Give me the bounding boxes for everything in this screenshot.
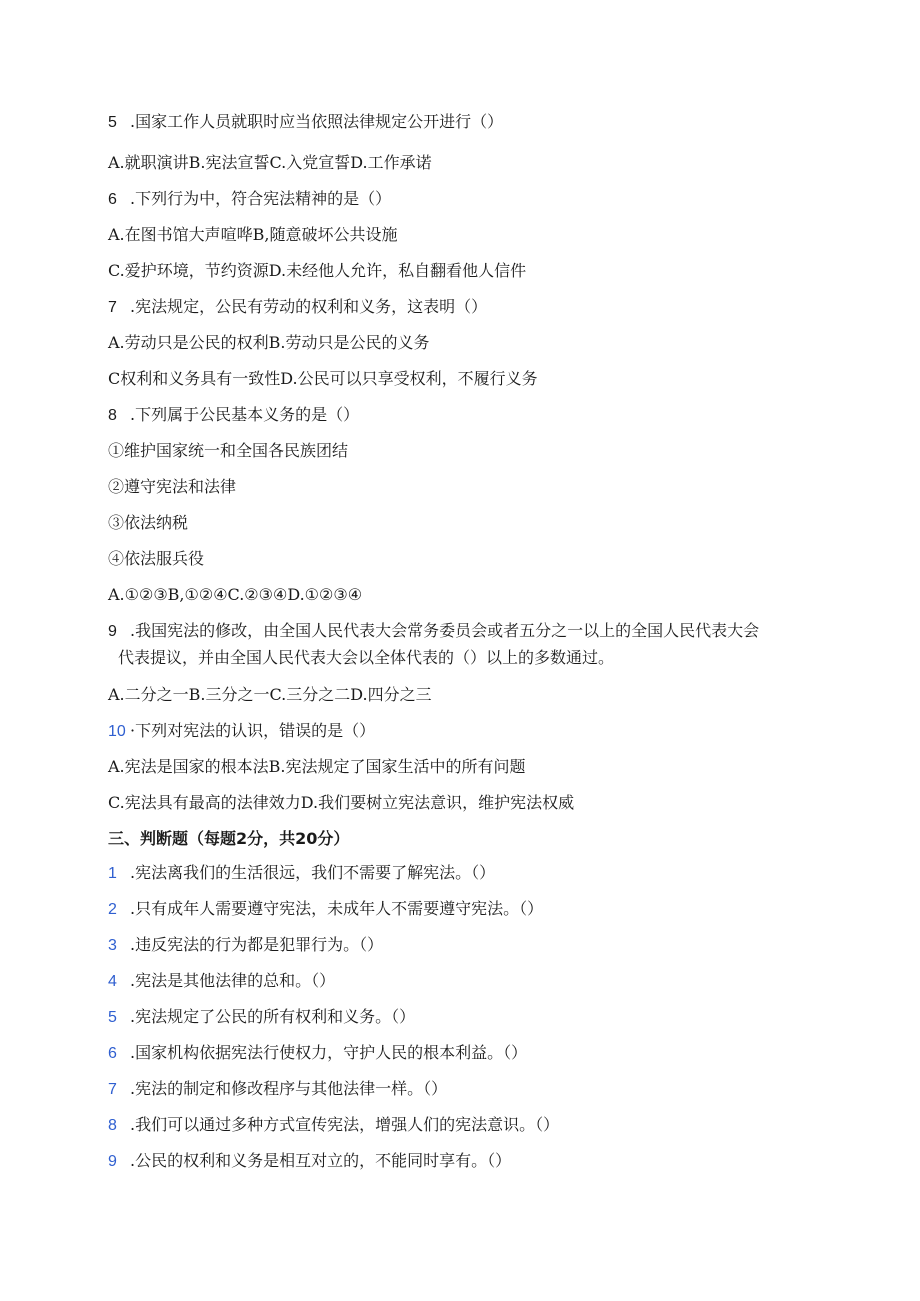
line-text: A.二分之一B.三分之一C.三分之二D.四分之三: [108, 685, 432, 704]
line-text: .宪法的制定和修改程序与其他法律一样。（）: [130, 1079, 448, 1098]
line-text: A.①②③B,①②④C.②③④D.①②③④: [108, 585, 363, 604]
line-text: ④依法服兵役: [108, 549, 205, 568]
question-number: 7: [108, 299, 117, 316]
line-text: .违反宪法的行为都是犯罪行为。（）: [130, 935, 384, 954]
line-text: .宪法规定，公民有劳动的权利和义务，这表明（）: [130, 297, 488, 316]
line-text: .我国宪法的修改，由全国人民代表大会常务委员会或者五分之一以上的全国人民代表大会: [130, 621, 760, 640]
text-line: [108, 224, 820, 246]
line-text: C权利和义务具有一致性D.公民可以只享受权利，不履行义务: [108, 369, 538, 388]
question-number: 4: [108, 973, 117, 990]
question-number: 1: [108, 865, 117, 882]
text-line: [108, 792, 820, 814]
question-number: 8: [108, 1117, 117, 1134]
line-text: .宪法规定了公民的所有权利和义务。（）: [130, 1007, 416, 1026]
text-line: [108, 440, 820, 462]
line-text: .宪法离我们的生活很远，我们不需要了解宪法。（）: [130, 863, 496, 882]
question-line: [108, 1042, 820, 1065]
question-line: [108, 720, 820, 743]
line-text: .只有成年人需要遵守宪法，未成年人不需要遵守宪法。（）: [130, 899, 544, 918]
text-line: [108, 684, 820, 706]
text-line: [108, 332, 820, 354]
text-line: [108, 647, 820, 669]
question-number: 7: [108, 1081, 117, 1098]
line-text: .国家机构依据宪法行使权力，守护人民的根本利益。（）: [130, 1043, 528, 1062]
question-number: 5: [108, 114, 117, 131]
section-heading-text: 三、判断题（每题2分，共20分）: [108, 829, 350, 848]
question-line: [108, 1006, 820, 1029]
question-line: [108, 970, 820, 993]
question-line: [108, 111, 820, 134]
line-text: .国家工作人员就职时应当依照法律规定公开进行（）: [130, 112, 504, 131]
question-line: [108, 934, 820, 957]
question-number: 5: [108, 1009, 117, 1026]
question-number: 6: [108, 1045, 117, 1062]
line-text: .宪法是其他法律的总和。（）: [130, 971, 336, 990]
question-line: [108, 404, 820, 427]
text-line: [108, 584, 820, 606]
question-line: [108, 862, 820, 885]
question-line: [108, 898, 820, 921]
question-line: [108, 1078, 820, 1101]
question-number: 3: [108, 937, 117, 954]
question-number: 10: [108, 723, 126, 740]
question-number: 2: [108, 901, 117, 918]
question-number: 6: [108, 191, 117, 208]
line-text: ①维护国家统一和全国各民族团结: [108, 441, 349, 460]
line-text: C.爱护环境，节约资源D.未经他人允许，私自翻看他人信件: [108, 261, 527, 280]
text-line: [108, 260, 820, 282]
line-text: ·下列对宪法的认识，错误的是（）: [130, 721, 376, 740]
line-text: ②遵守宪法和法律: [108, 477, 237, 496]
line-text: .我们可以通过多种方式宣传宪法，增强人们的宪法意识。（）: [130, 1115, 560, 1134]
line-text: A.劳动只是公民的权利B.劳动只是公民的义务: [108, 333, 430, 352]
text-line: [108, 476, 820, 498]
line-text: C.宪法具有最高的法律效力D.我们要树立宪法意识，维护宪法权威: [108, 793, 575, 812]
section-heading: [108, 828, 820, 850]
question-line: [108, 296, 820, 319]
question-line: [108, 188, 820, 211]
text-line: [108, 512, 820, 534]
line-text: .下列属于公民基本义务的是（）: [130, 405, 360, 424]
line-text: A.宪法是国家的根本法B.宪法规定了国家生活中的所有问题: [108, 757, 526, 776]
question-line: [108, 1150, 820, 1173]
question-number: 9: [108, 623, 117, 640]
question-line: [108, 620, 820, 643]
text-line: [108, 756, 820, 778]
text-line: [108, 368, 820, 390]
question-number: 8: [108, 407, 117, 424]
line-text: ③依法纳税: [108, 513, 189, 532]
line-text: .下列行为中，符合宪法精神的是（）: [130, 189, 392, 208]
line-text: 代表提议，并由全国人民代表大会以全体代表的（）以上的多数通过。: [118, 648, 615, 667]
line-text: A.在图书馆大声喧哗B,随意破坏公共设施: [108, 225, 398, 244]
line-text: A.就职演讲B.宪法宣誓C.入党宣誓D.工作承诺: [108, 153, 432, 172]
question-number: 9: [108, 1153, 117, 1170]
text-line: [108, 152, 820, 174]
text-line: [108, 548, 820, 570]
question-line: [108, 1114, 820, 1137]
line-text: .公民的权利和义务是相互对立的，不能同时享有。（）: [130, 1151, 512, 1170]
